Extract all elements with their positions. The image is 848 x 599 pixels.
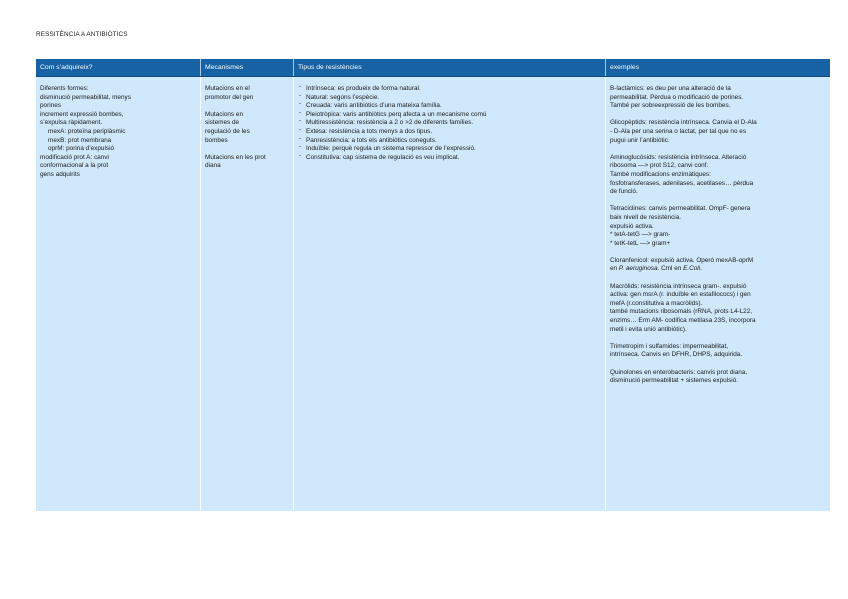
text-fragment: . Cml en xyxy=(657,265,684,273)
text-line: També modificacions enzimàtiques: xyxy=(610,170,711,178)
text-line: diana xyxy=(205,162,221,170)
text-line: activa: gen msrA (r. induïble en estafilococs) i gen xyxy=(610,291,751,299)
text-line: També per sobreexpressió de les bombes. xyxy=(610,102,731,110)
example-cloranfenicol xyxy=(610,257,827,274)
text-line: intrínseca. Canvis en DFHR, DHPS, adquirida. xyxy=(610,351,743,359)
organism-name: P. aeruginosa xyxy=(618,265,658,273)
text-line: Mutacions en les prot xyxy=(205,153,266,161)
list-item: - Constitutiva: cap sistema de regulació es veu implicat. xyxy=(298,154,602,163)
list-item: - Pleiotròpica: varis antibiòtics perq afecta a un mecanisme comú xyxy=(298,111,602,120)
text-line: Cloranfenicol: expulsió activa. Operó mexAB-oprM xyxy=(610,256,754,264)
example-b-lactamics xyxy=(610,85,827,111)
text-line: gens adquirits xyxy=(40,170,80,178)
text-line: bombes xyxy=(205,136,228,144)
text-line xyxy=(610,265,827,274)
list-item: - Natural: segons l’espècie. xyxy=(298,94,602,103)
text-line: * tetK-tetL —> gram+ xyxy=(610,239,671,247)
cell-tipus xyxy=(294,77,606,511)
cell-adquisicio xyxy=(36,77,201,511)
text-line: Mutacions en xyxy=(205,110,244,118)
list-item: - Panresistència: a tots els antibiòtics coneguts. xyxy=(298,137,602,146)
text-line: B-lactàmics: es deu per una alteració de la xyxy=(610,85,731,92)
text-line: Trimetropim i sulfamides: impermeabilitat, xyxy=(610,342,729,350)
text-line: Tetraciclines: canvis permeabilitat. OmpF- genera xyxy=(610,205,751,213)
text-line: també mutacions ribosomals (rRNA, prots L4-L22, xyxy=(610,308,753,316)
list-item: - Multiressistència: resistència a 2 o >2 de diferents famílies. xyxy=(298,119,602,128)
example-quinolones xyxy=(610,369,827,386)
text-line: modificació prot A: canvi xyxy=(40,153,109,161)
text-line: disminució permeabilitat + sistemes expulsió. xyxy=(610,377,739,385)
list-item: - Induïble: perquè regula un sistema repressor de l’expressió. xyxy=(298,145,602,154)
text-line: disminució permeabilitat, menys xyxy=(40,93,131,101)
text-line: promotor del gen xyxy=(205,93,254,101)
table-header-row xyxy=(36,59,830,77)
text-fragment: . xyxy=(700,265,702,273)
text-line: Macròlids: resistència intrínseca gram-. expulsió xyxy=(610,282,747,290)
example-trimetropim xyxy=(610,343,827,360)
example-tetraciclines xyxy=(610,205,827,248)
text-fragment: en xyxy=(610,265,619,273)
example-macrolids xyxy=(610,283,827,335)
text-line: mefA (r.constitutiva a macròlids). xyxy=(610,299,703,307)
text-line: conformacional a la prot xyxy=(40,162,109,170)
header-exemples: exemples xyxy=(610,64,640,71)
text-line: sistemes de xyxy=(205,119,240,127)
resistance-table xyxy=(36,59,830,511)
text-line: expulsió activa. xyxy=(610,222,654,230)
list-item: - Intrínseca: es produeix de forma natural. xyxy=(298,85,602,94)
text-line: Glicopèptids: resistència intrínseca. Canvia el D-Ala xyxy=(610,119,757,127)
example-glicopeptids xyxy=(610,119,827,145)
header-tipus-resistencies: Tipus de resistències xyxy=(294,59,606,76)
text-line: enzims… Erm AM- codifica metilasa 23S, incorpora xyxy=(610,317,756,325)
table-body-row xyxy=(36,77,830,511)
text-line: baix nivell de resistència. xyxy=(610,213,682,221)
text-line: mexA: proteïna periplàsmic xyxy=(48,127,126,135)
text-line: fosfotransferases, adenilases, acetilases… pèrdua xyxy=(610,179,754,187)
header-mecanismes: Mecanismes xyxy=(201,59,294,76)
cell-mecanismes xyxy=(201,77,294,511)
text-line: pugui unir l’antibiòtic. xyxy=(610,136,670,144)
text-line: s’expulsa ràpidament. xyxy=(40,119,103,127)
example-aminoglucosids xyxy=(610,154,827,197)
text-line: de funció. xyxy=(610,188,638,196)
list-item: - Extesa: resistència a tots menys a dos tipus. xyxy=(298,128,602,137)
text-line: metil i evita unió antibiòtic). xyxy=(610,325,687,333)
text-line: Aminoglucòsids: resistència intrínseca. Alteració xyxy=(610,153,747,161)
text-line: regulació de les xyxy=(205,127,250,135)
list-item: - Creuada: varis antibiòtics d’una mateixa família. xyxy=(298,102,602,111)
organism-name: E.Coli xyxy=(683,265,701,273)
text-line: permeabilitat. Pèrdua o modificació de porines. xyxy=(610,93,744,101)
text-line: Quinolones en enterobacteris: canvis prot diana, xyxy=(610,368,748,376)
text-line: oprM: porina d’expulsió xyxy=(48,145,115,153)
text-line: increment expressió bombes, xyxy=(40,110,124,118)
header-com-sadquireix: Com s’adquireix? xyxy=(36,59,201,76)
text-line: - D-Ala per una serina o lactat, per tal que no es xyxy=(610,127,747,135)
text-line: Diferents formes: xyxy=(40,85,89,92)
text-line: Mutacions en el xyxy=(205,85,250,92)
text-line: * tetA-tetG —> gram- xyxy=(610,231,671,239)
text-line: mexB: prot membrana xyxy=(48,136,112,144)
text-line: ribosoma —> prot S12, canvi conf. xyxy=(610,162,709,170)
document-title: RESSITÈNCIA A ANTIBIÒTICS xyxy=(36,31,128,38)
cell-exemples xyxy=(606,77,830,511)
text-line: porines xyxy=(40,102,61,110)
